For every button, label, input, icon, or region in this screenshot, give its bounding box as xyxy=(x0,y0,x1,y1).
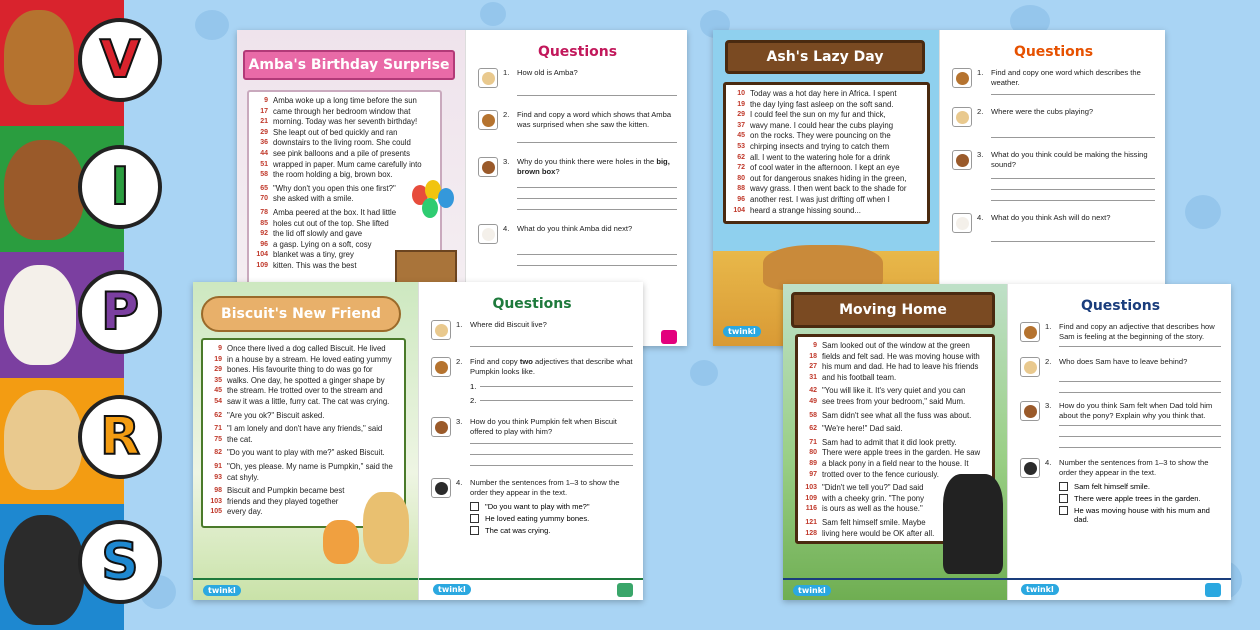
story-line xyxy=(802,373,988,384)
line-text: Once there lived a dog called Biscuit. He lived xyxy=(227,344,386,353)
pony-image xyxy=(943,474,1003,574)
story-line xyxy=(730,131,923,142)
story-line xyxy=(730,153,923,164)
line-word-count: 80 xyxy=(737,174,745,182)
line-word-count: 37 xyxy=(737,121,745,129)
line-word-count: 62 xyxy=(809,425,817,433)
line-text: Amba peered at the box. It had little xyxy=(273,207,397,217)
story-line xyxy=(802,341,988,352)
line-text: morning. Today was her seventh birthday! xyxy=(273,117,418,127)
answer-line[interactable] xyxy=(991,200,1155,201)
line-text: walks. One day, he spotted a ginger shape by xyxy=(227,375,385,385)
line-text: see pink balloons and a pile of presents xyxy=(273,148,410,158)
line-text: Amba woke up a long time before the sun xyxy=(273,96,417,105)
line-word-count: 85 xyxy=(260,219,268,227)
story-line xyxy=(253,160,436,171)
line-text: "I am lonely and don't have any friends," said xyxy=(227,424,383,434)
story-line xyxy=(253,240,436,251)
line-text: saw it was a little, furry cat. The cat was crying. xyxy=(227,396,390,406)
story-title: Moving Home xyxy=(839,302,947,318)
answer-line[interactable] xyxy=(470,443,633,444)
line-word-count: 75 xyxy=(214,435,222,443)
story-line xyxy=(253,138,436,149)
line-text: with a cheeky grin. "The pony xyxy=(822,493,925,503)
line-word-count: 9 xyxy=(813,342,817,349)
story-line xyxy=(207,448,400,459)
line-word-count: 71 xyxy=(214,425,222,433)
line-word-count: 42 xyxy=(809,387,817,395)
line-text: his mum and dad. He had to leave his friends xyxy=(822,362,979,372)
story-line xyxy=(253,117,436,128)
question-3: 3. How do you think Pumpkin felt when Biscuit offered to play with him? xyxy=(431,417,633,437)
line-word-count: 49 xyxy=(809,397,817,405)
answer-line[interactable] xyxy=(1059,346,1221,347)
answer-line[interactable] xyxy=(517,254,677,255)
vipers-letter-v: V xyxy=(78,18,162,102)
line-word-count: 53 xyxy=(737,142,745,150)
line-word-count: 65 xyxy=(260,184,268,192)
line-word-count: 97 xyxy=(809,470,817,478)
predict-dog-icon xyxy=(952,213,972,233)
story-line xyxy=(802,397,988,408)
line-word-count: 109 xyxy=(256,261,268,269)
story-line xyxy=(730,195,923,206)
sequence-checkbox[interactable]: He was moving house with his mum and dad. xyxy=(1059,506,1221,524)
line-text: see trees from your bedroom," said Mum. xyxy=(822,396,966,406)
line-text: of cool water in the afternoon. I kept an eye xyxy=(750,163,900,173)
answer-line[interactable] xyxy=(470,465,633,466)
story-line xyxy=(253,229,436,240)
line-text: "Oh, yes please. My name is Pumpkin," said the xyxy=(227,461,393,471)
line-text: "Why don't you open this one first?" xyxy=(273,183,396,193)
question-3: 3. What do you think could be making the hissing sound? xyxy=(952,150,1155,170)
line-text: every day. xyxy=(227,507,263,517)
question-1: 1. Find and copy an adjective that describes how Sam is feeling at the beginning of the story. xyxy=(1020,322,1221,342)
line-text: another rest. I was just drifting off when I xyxy=(750,194,890,204)
answer-line-1[interactable]: 1. xyxy=(470,382,633,391)
story-text-box xyxy=(723,82,930,224)
line-text: "Do you want to play with me?" asked Biscuit. xyxy=(227,448,385,458)
line-word-count: 29 xyxy=(214,366,222,374)
answer-line-2[interactable]: 2. xyxy=(470,396,633,405)
footer-logo-right: twinkl xyxy=(1021,577,1059,596)
vocabulary-dog-icon xyxy=(1020,322,1040,342)
line-word-count: 58 xyxy=(809,411,817,419)
story-line xyxy=(207,376,400,387)
dog-vocabulary-icon xyxy=(4,10,74,105)
dog-retrieve-icon xyxy=(4,390,82,490)
sheet-footer: twinkl xyxy=(783,578,1231,600)
story-line xyxy=(253,107,436,118)
line-text: blanket was a tiny, grey xyxy=(273,250,354,260)
story-line xyxy=(253,149,436,160)
line-word-count: 80 xyxy=(809,449,817,457)
story-line xyxy=(730,163,923,174)
line-text: "Didn't we tell you?" Dad said xyxy=(822,483,924,493)
line-text: the room holding a big, brown box. xyxy=(273,170,393,180)
line-text: in a house by a stream. He loved eating yummy xyxy=(227,354,392,364)
line-text: I could feel the sun on my fur and thick, xyxy=(750,110,886,120)
answer-line[interactable] xyxy=(1059,381,1221,382)
dog-predict-icon xyxy=(4,265,76,365)
story-title-banner xyxy=(243,50,455,80)
line-word-count: 19 xyxy=(214,355,222,363)
story-line xyxy=(802,459,988,470)
story-line xyxy=(207,386,400,397)
story-line xyxy=(730,206,923,217)
story-line xyxy=(253,128,436,139)
story-line xyxy=(730,89,923,100)
answer-line[interactable] xyxy=(991,241,1155,242)
answer-line[interactable] xyxy=(517,265,677,266)
answer-line[interactable] xyxy=(517,142,677,143)
question-3: 3. Why do you think there were holes in the big, brown box? xyxy=(478,157,677,177)
question-2: 2. Who does Sam have to leave behind? xyxy=(1020,357,1221,377)
question-4: 4. Number the sentences from 1–3 to show the order they appear in the text. xyxy=(1020,458,1221,478)
sequence-checkbox[interactable]: "Do you want to play with me?" xyxy=(470,502,633,511)
answer-line[interactable] xyxy=(517,198,677,199)
retrieve-dog-icon xyxy=(952,107,972,127)
story-line xyxy=(253,194,436,205)
line-text: bones. His favourite thing to do was go for xyxy=(227,365,373,375)
line-text: the lid off slowly and gave xyxy=(273,229,363,239)
line-word-count: 88 xyxy=(737,185,745,193)
question-1: 1. Find and copy one word which describes the weather. xyxy=(952,68,1155,88)
line-text: wrapped in paper. Mum came carefully into xyxy=(273,159,422,169)
answer-line[interactable] xyxy=(1059,425,1221,426)
line-text: the day lying fast asleep on the soft sand. xyxy=(750,99,894,109)
line-text: the stream. He trotted over to the stream and xyxy=(227,386,383,396)
line-word-count: 45 xyxy=(737,132,745,140)
story-line xyxy=(253,219,436,230)
line-word-count: 29 xyxy=(737,111,745,119)
line-word-count: 9 xyxy=(264,97,268,104)
infer-dog-icon xyxy=(1020,401,1040,421)
retrieve-dog-icon xyxy=(1020,357,1040,377)
line-text: out for dangerous snakes hiding in the green, xyxy=(750,173,907,183)
story-line xyxy=(802,352,988,363)
story-line xyxy=(730,100,923,111)
line-text: a black pony in a field near to the house. It xyxy=(822,458,969,468)
vocabulary-dog-icon xyxy=(952,68,972,88)
line-text: came through her bedroom window that xyxy=(273,106,411,116)
answer-line[interactable] xyxy=(991,178,1155,179)
answer-line[interactable] xyxy=(1059,436,1221,437)
story-line xyxy=(207,462,400,473)
dog-and-cat-image xyxy=(323,492,413,567)
line-word-count: 29 xyxy=(260,128,268,136)
story-line xyxy=(207,411,400,422)
story-line xyxy=(730,174,923,185)
line-text: She leapt out of bed quickly and ran xyxy=(273,127,398,137)
line-word-count: 71 xyxy=(809,438,817,446)
line-word-count: 36 xyxy=(260,139,268,147)
answer-line[interactable] xyxy=(470,346,633,347)
sequence-checkbox[interactable]: The cat was crying. xyxy=(470,526,633,535)
question-4: 4. What do you think Ash will do next? xyxy=(952,213,1155,233)
story-line xyxy=(730,184,923,195)
story-line xyxy=(802,411,988,422)
line-text: is ours as well as the house." xyxy=(822,504,923,514)
line-text: heard a strange hissing sound... xyxy=(750,205,861,215)
answer-line[interactable] xyxy=(991,94,1155,95)
questions-title: Questions xyxy=(492,296,572,312)
line-text: Sam felt himself smile. Maybe xyxy=(822,517,926,527)
worksheet-moving-home xyxy=(783,284,1231,600)
answer-line[interactable] xyxy=(991,189,1155,190)
answer-line[interactable] xyxy=(517,209,677,210)
story-line xyxy=(730,121,923,132)
line-text: she asked with a smile. xyxy=(273,194,354,204)
line-text: Sam had to admit that it did look pretty. xyxy=(822,437,957,447)
question-2: 2. Where were the cubs playing? xyxy=(952,107,1155,127)
story-title-banner xyxy=(201,296,401,332)
line-word-count: 10 xyxy=(737,90,745,97)
dog-sequence-icon xyxy=(4,515,84,625)
questions-title: Questions xyxy=(1080,298,1161,314)
line-word-count: 18 xyxy=(809,352,817,360)
line-text: cat shyly. xyxy=(227,472,259,482)
line-word-count: 78 xyxy=(260,208,268,216)
line-text: friends and they played together xyxy=(227,496,339,506)
line-word-count: 82 xyxy=(214,449,222,457)
story-line xyxy=(802,386,988,397)
story-title: Ash's Lazy Day xyxy=(766,49,884,65)
story-line xyxy=(207,344,400,355)
line-text: fields and felt sad. He was moving house with xyxy=(822,351,980,361)
line-word-count: 121 xyxy=(805,518,817,526)
line-text: Sam didn't see what all the fuss was about. xyxy=(822,410,972,420)
question-1: 1. How old is Amba? xyxy=(478,68,677,88)
line-text: Sam looked out of the window at the green xyxy=(822,341,970,350)
line-text: "Are you ok?" Biscuit asked. xyxy=(227,410,325,420)
story-line xyxy=(207,355,400,366)
line-word-count: 104 xyxy=(256,251,268,259)
infer-dog-icon xyxy=(431,417,451,437)
footer-logo-right: twinkl xyxy=(433,577,471,596)
line-word-count: 27 xyxy=(809,363,817,371)
retrieve-dog-icon xyxy=(431,320,451,340)
line-word-count: 17 xyxy=(260,107,268,115)
line-text: Biscuit and Pumpkin became best xyxy=(227,486,345,496)
story-line xyxy=(253,208,436,219)
story-line xyxy=(207,424,400,435)
story-line xyxy=(802,438,988,449)
vocabulary-dog-icon xyxy=(478,110,498,130)
line-word-count: 19 xyxy=(737,100,745,108)
answer-line[interactable] xyxy=(1059,392,1221,393)
answer-line[interactable] xyxy=(517,95,677,96)
story-line xyxy=(802,362,988,373)
line-text: Today was a hot day here in Africa. I spent xyxy=(750,89,897,98)
question-2: 2. Find and copy two adjectives that describe what Pumpkin looks like. xyxy=(431,357,633,377)
story-line xyxy=(730,110,923,121)
vipers-letter-s: S xyxy=(78,520,162,604)
story-title: Biscuit's New Friend xyxy=(221,306,381,322)
twinkl-logo: twinkl xyxy=(723,319,761,338)
sheet-footer: twinkl xyxy=(193,578,643,600)
sequence-checkbox[interactable]: He loved eating yummy bones. xyxy=(470,514,633,523)
line-word-count: 96 xyxy=(260,240,268,248)
line-text: "We're here!" Dad said. xyxy=(822,424,903,434)
answer-line[interactable] xyxy=(470,454,633,455)
vipers-letter-i: I xyxy=(78,145,162,229)
line-word-count: 103 xyxy=(805,484,817,492)
line-text: and his football team. xyxy=(822,372,897,382)
story-line xyxy=(802,448,988,459)
story-title-banner xyxy=(725,40,925,74)
questions-title: Questions xyxy=(1013,44,1094,60)
questions-title: Questions xyxy=(537,44,618,60)
story-line xyxy=(207,397,400,408)
line-text: chirping insects and trying to catch them xyxy=(750,141,890,151)
line-word-count: 44 xyxy=(260,149,268,157)
infer-dog-icon xyxy=(478,157,498,177)
line-text: a gasp. Lying on a soft, cosy xyxy=(273,239,372,249)
dog-infer-icon xyxy=(4,140,84,240)
story-title-banner xyxy=(791,292,995,328)
line-word-count: 62 xyxy=(737,153,745,161)
line-word-count: 62 xyxy=(214,411,222,419)
sequence-dog-icon xyxy=(1020,458,1040,478)
story-line xyxy=(207,435,400,446)
question-2: 2. Find and copy a word which shows that Amba was surprised when she saw the kitten. xyxy=(478,110,677,130)
predict-dog-icon xyxy=(478,224,498,244)
story-line xyxy=(207,365,400,376)
question-3: 3. How do you think Sam felt when Dad told him about the pony? Explain why you think that. xyxy=(1020,401,1221,421)
line-word-count: 116 xyxy=(805,505,817,513)
line-word-count: 45 xyxy=(214,387,222,395)
vipers-letter-r: R xyxy=(78,395,162,479)
line-word-count: 89 xyxy=(809,459,817,467)
line-word-count: 98 xyxy=(214,487,222,495)
line-word-count: 92 xyxy=(260,230,268,238)
question-4: 4. What do you think Amba did next? xyxy=(478,224,677,244)
footer-divider xyxy=(418,578,419,600)
story-line xyxy=(207,473,400,484)
line-text: downstairs to the living room. She could xyxy=(273,138,411,148)
line-text: living here would be OK after all. xyxy=(822,528,935,538)
line-text: There were apple trees in the garden. He saw xyxy=(822,448,981,458)
balloons-image xyxy=(412,180,462,220)
line-word-count: 35 xyxy=(214,376,222,384)
line-word-count: 96 xyxy=(737,195,745,203)
line-word-count: 104 xyxy=(733,206,745,214)
retrieve-dog-icon xyxy=(478,68,498,88)
line-text: holes cut out of the top. She lifted xyxy=(273,218,389,228)
question-1: 1. Where did Biscuit live? xyxy=(431,320,633,340)
line-word-count: 72 xyxy=(737,164,745,172)
worksheet-biscuit xyxy=(193,282,643,600)
line-text: wavy grass. I then went back to the shade for xyxy=(750,184,907,194)
vipers-letter-p: P xyxy=(78,270,162,354)
story-line xyxy=(802,424,988,435)
answer-line[interactable] xyxy=(517,187,677,188)
line-text: kitten. This was the best xyxy=(273,260,357,270)
line-text: on the rocks. They were pouncing on the xyxy=(750,131,891,141)
line-word-count: 109 xyxy=(805,494,817,502)
line-word-count: 70 xyxy=(260,195,268,203)
answer-line[interactable] xyxy=(1059,447,1221,448)
line-word-count: 31 xyxy=(809,373,817,381)
infer-dog-icon xyxy=(952,150,972,170)
story-line xyxy=(730,142,923,153)
line-word-count: 103 xyxy=(210,497,222,505)
line-word-count: 93 xyxy=(214,473,222,481)
line-word-count: 128 xyxy=(805,529,817,537)
line-text: trotted over to the fence curiously. xyxy=(822,469,939,479)
line-word-count: 54 xyxy=(214,397,222,405)
story-line xyxy=(253,170,436,181)
story-title: Amba's Birthday Surprise xyxy=(248,57,450,73)
line-text: wavy mane. I could hear the cubs playing xyxy=(750,120,894,130)
sequence-checkbox[interactable]: There were apple trees in the garden. xyxy=(1059,494,1221,503)
sequence-checkbox[interactable]: Sam felt himself smile. xyxy=(1059,482,1221,491)
line-word-count: 51 xyxy=(260,160,268,168)
story-line xyxy=(253,184,436,195)
line-text: the cat. xyxy=(227,434,253,444)
sequence-dog-icon xyxy=(431,478,451,498)
line-word-count: 58 xyxy=(260,171,268,179)
vocabulary-dog-icon xyxy=(431,357,451,377)
line-word-count: 105 xyxy=(210,508,222,516)
line-word-count: 91 xyxy=(214,462,222,470)
line-word-count: 9 xyxy=(218,345,222,352)
story-line xyxy=(253,96,436,107)
answer-line[interactable] xyxy=(991,137,1155,138)
question-4: 4. Number the sentences from 1–3 to show the order they appear in the text. xyxy=(431,478,633,498)
line-text: "You will like it. It's very quiet and you can xyxy=(822,386,966,396)
line-word-count: 21 xyxy=(260,118,268,126)
line-text: all. I went to the watering hole for a drink xyxy=(750,152,890,162)
